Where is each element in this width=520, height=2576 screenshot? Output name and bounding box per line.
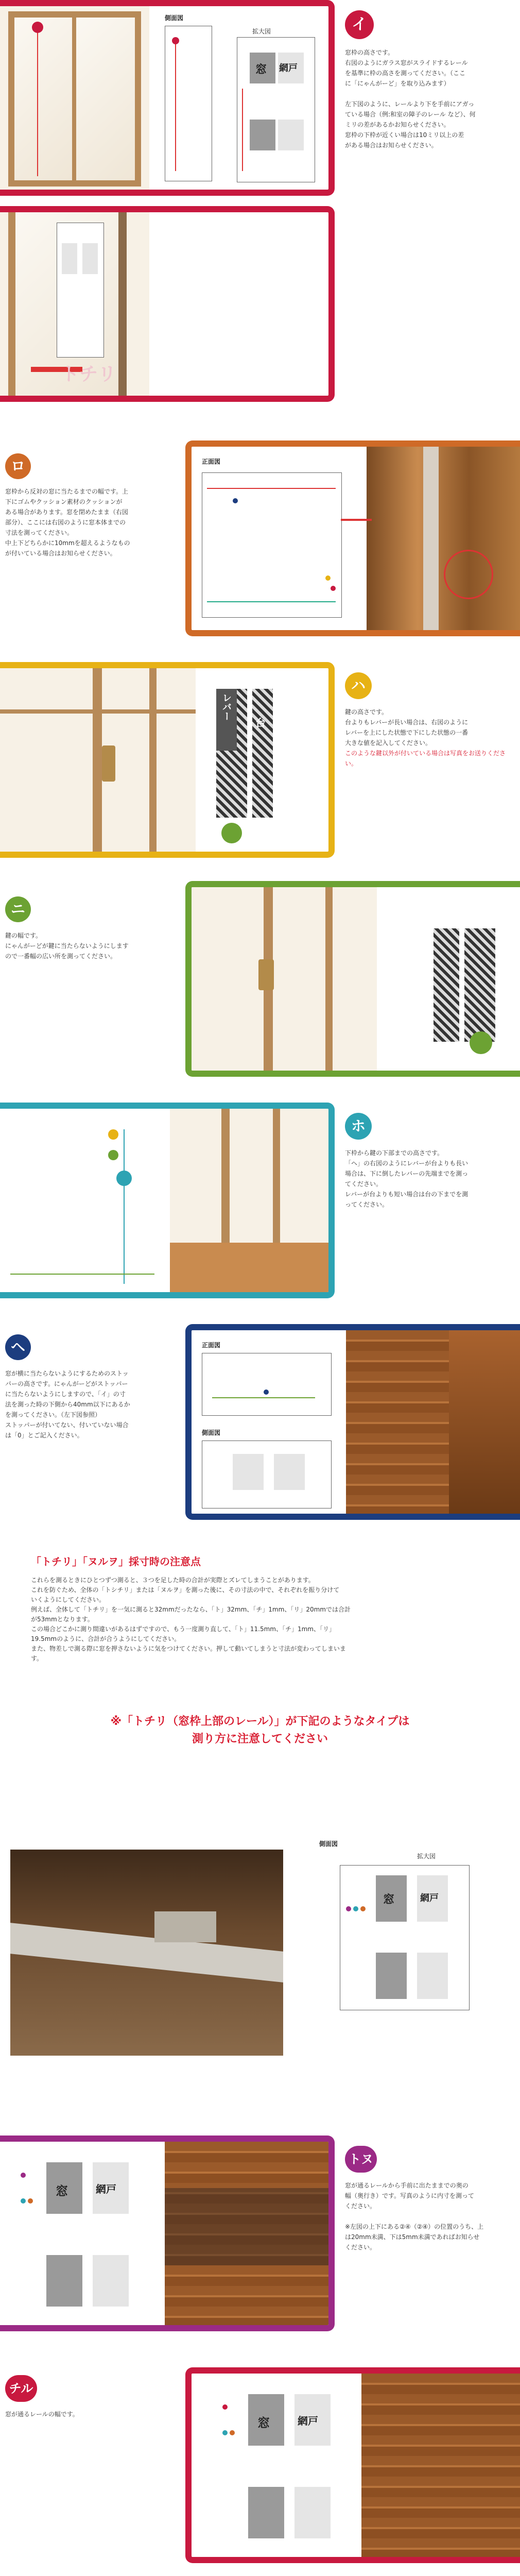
panel-tonu bbox=[0, 2136, 335, 2331]
front-view-label: 正面図 bbox=[202, 458, 221, 465]
section-ho-text: 下枠から鍵の下部までの高さです。 「ヘ」の右図のようにレバーが台よりも長い 場合は、下に倒したレバーの先端までを測っ てください。 レバーが台よりも短い場合は台の下までを測 ってください。 bbox=[345, 1149, 469, 1208]
window-label: 窓 bbox=[255, 63, 267, 76]
lock-width-photo bbox=[192, 887, 377, 1071]
section-he-text: 窓が横に当たらないようにするためのストッ パーの高さです。にゃんがーどがストッパー に当たらないようにしますので、「イ」の寸 法を測った時の下側から40mm以下にあるか を測ってください。（左下図参照） ストッパーが付いてない、付いていない場合 は「0」とご記入ください。 bbox=[5, 1370, 130, 1439]
notice-diagram bbox=[319, 1839, 489, 2087]
panel-ni bbox=[185, 881, 520, 1077]
height-diagram bbox=[10, 1119, 165, 1289]
stand-label: 台 bbox=[255, 717, 266, 729]
marker-ro: ロ bbox=[5, 453, 31, 479]
notice-title: 「トチリ」「ヌルヲ」採寸時の注意点 bbox=[31, 1555, 201, 1568]
lever-label: レバー bbox=[221, 693, 232, 721]
tonu-diagram bbox=[5, 2152, 165, 2322]
chiru-diagram bbox=[202, 2384, 356, 2554]
section-ha-text: 鍵の高さです。 台よりもレバーが長い場合は、右図のように レバーを上にした状態で下にした状態の一番 大きな値を記入してください。 このような鍵以外が付いている場合は写真をお送りください。 bbox=[345, 707, 510, 769]
section-ni-text: 鍵の幅です。 にゃんがーどが鍵に当たらないようにします ので一番幅の広い所を測ってください。 bbox=[5, 932, 129, 960]
chiru-screen-label: 網戸 bbox=[298, 2415, 318, 2427]
watermark: トチリ bbox=[61, 364, 117, 385]
notice-window-label: 窓 bbox=[383, 1893, 395, 1906]
notice-screen-label: 網戸 bbox=[420, 1893, 439, 1904]
lock-photo bbox=[0, 668, 196, 858]
marker-i: イ bbox=[345, 10, 374, 39]
lock-height-photo bbox=[170, 1109, 328, 1298]
section-tonu-text: 窓が通るレールから手前に出たままでの奥の 幅（奥行き）です。写真のように内寸を測って ください。 ※左図の上下にある②④（②④）の位置のうち、上 は20mm未満、下は5mm未満であればお知らせ ください。 bbox=[345, 2182, 484, 2251]
side-diagram bbox=[160, 11, 319, 187]
marker-ha: ハ bbox=[345, 672, 372, 699]
section-ro-text: 窓枠から反対の窓に当たるまでの幅です。上 下にゴムやクッション素材のクッションが ある場合があります。窓を閉めたまま（右図 部分）、ここには右図のように窓本体までの 寸法を測ってください。 中上下どちらかに10mmを超えるようなもの が付いている場合はお知らせください。 bbox=[5, 488, 130, 557]
notice-zoom: 拡大図 bbox=[417, 1853, 436, 1860]
panel-i-lower bbox=[0, 206, 335, 402]
notice-body: これらを測るときにひとつずつ測ると、３つを足した時の合計が実際とズレてしまうことがあります。 これを防ぐため、全体の「トシチリ」または「ヌルヲ」を測った後に、その寸法の中で、それぞれを振り分けて いくようにしてください。 例えば、全体して「トチリ」を一気に測ると32mmだったなら、「ト」32mm、「チ」1mm、「リ」20mmでは合計 が53mmとなります。 この場合どこかに測り間違いがあるはずですので、もう一度測り直して、「ト」11.5mm、「チ」1mm、「リ」 19.5mmのように、合計が合うようにしてください。 また、物差しで測る際に窓を押さないように気をつけてください。押して動いてしまうと寸法が変わってしまいま す。 bbox=[31, 1577, 351, 1662]
tonu-photo bbox=[165, 2142, 328, 2331]
section-i-text: 窓枠の高さです。 右図のようにガラス窓がスライドするレール を基準に枠の高さを測ってください。（ここ に「にゃんがーど」を取り込みます） 左下図のように、レールより下を手前にアガっ ている場合（例:和室の障子のレール など）、何 ミリの差があるかお知らせください。 窓枠の下枠が近くい場合は10ミリ以上の差 がある場合はお知らせください。 bbox=[345, 49, 476, 149]
lock-width-diagram bbox=[392, 897, 516, 1067]
stopper-photo bbox=[346, 1330, 520, 1514]
panel-ho bbox=[0, 1103, 335, 1298]
panel-ha bbox=[0, 662, 335, 858]
front-diagram bbox=[202, 457, 356, 622]
window-photo bbox=[0, 6, 149, 196]
side-view-label: 側面図 bbox=[202, 1429, 221, 1436]
panel-ro bbox=[185, 440, 520, 636]
chiru-window-label: 窓 bbox=[257, 2416, 270, 2430]
lock-diagram bbox=[201, 679, 324, 849]
side-view-label: 側面図 bbox=[165, 14, 184, 22]
lower-diagram bbox=[57, 223, 149, 377]
tonu-screen-label: 網戸 bbox=[96, 2183, 116, 2195]
section-ha-note: このような鍵以外が付いている場合は写真をお送りください。 bbox=[345, 750, 506, 767]
chiru-photo bbox=[361, 2374, 520, 2557]
top-view-label: 拡大図 bbox=[252, 28, 271, 35]
marker-ni: ニ bbox=[5, 896, 31, 922]
front-view-label: 正面図 bbox=[202, 1342, 221, 1349]
tonu-window-label: 窓 bbox=[56, 2184, 68, 2198]
notice-side-view: 側面図 bbox=[319, 1840, 338, 1848]
frame-photo bbox=[367, 447, 520, 630]
marker-he: ヘ bbox=[5, 1334, 31, 1360]
marker-chiru: チル bbox=[5, 2375, 37, 2402]
notice-warning: ※「トチリ（窓枠上部のレール）」が下記のようなタイプは 測り方に注意してください bbox=[110, 1715, 410, 1745]
screen-label: 網戸 bbox=[279, 63, 298, 74]
panel-chiru bbox=[185, 2367, 520, 2563]
rail-photo bbox=[10, 1850, 283, 2056]
section-chiru-text: 窓が通るレールの幅です。 bbox=[5, 2411, 79, 2418]
panel-he bbox=[185, 1324, 520, 1520]
stopper-diagram bbox=[202, 1341, 341, 1511]
panel-i bbox=[0, 0, 335, 196]
marker-tonu: トヌ bbox=[345, 2146, 377, 2173]
marker-ho: ホ bbox=[345, 1113, 372, 1140]
